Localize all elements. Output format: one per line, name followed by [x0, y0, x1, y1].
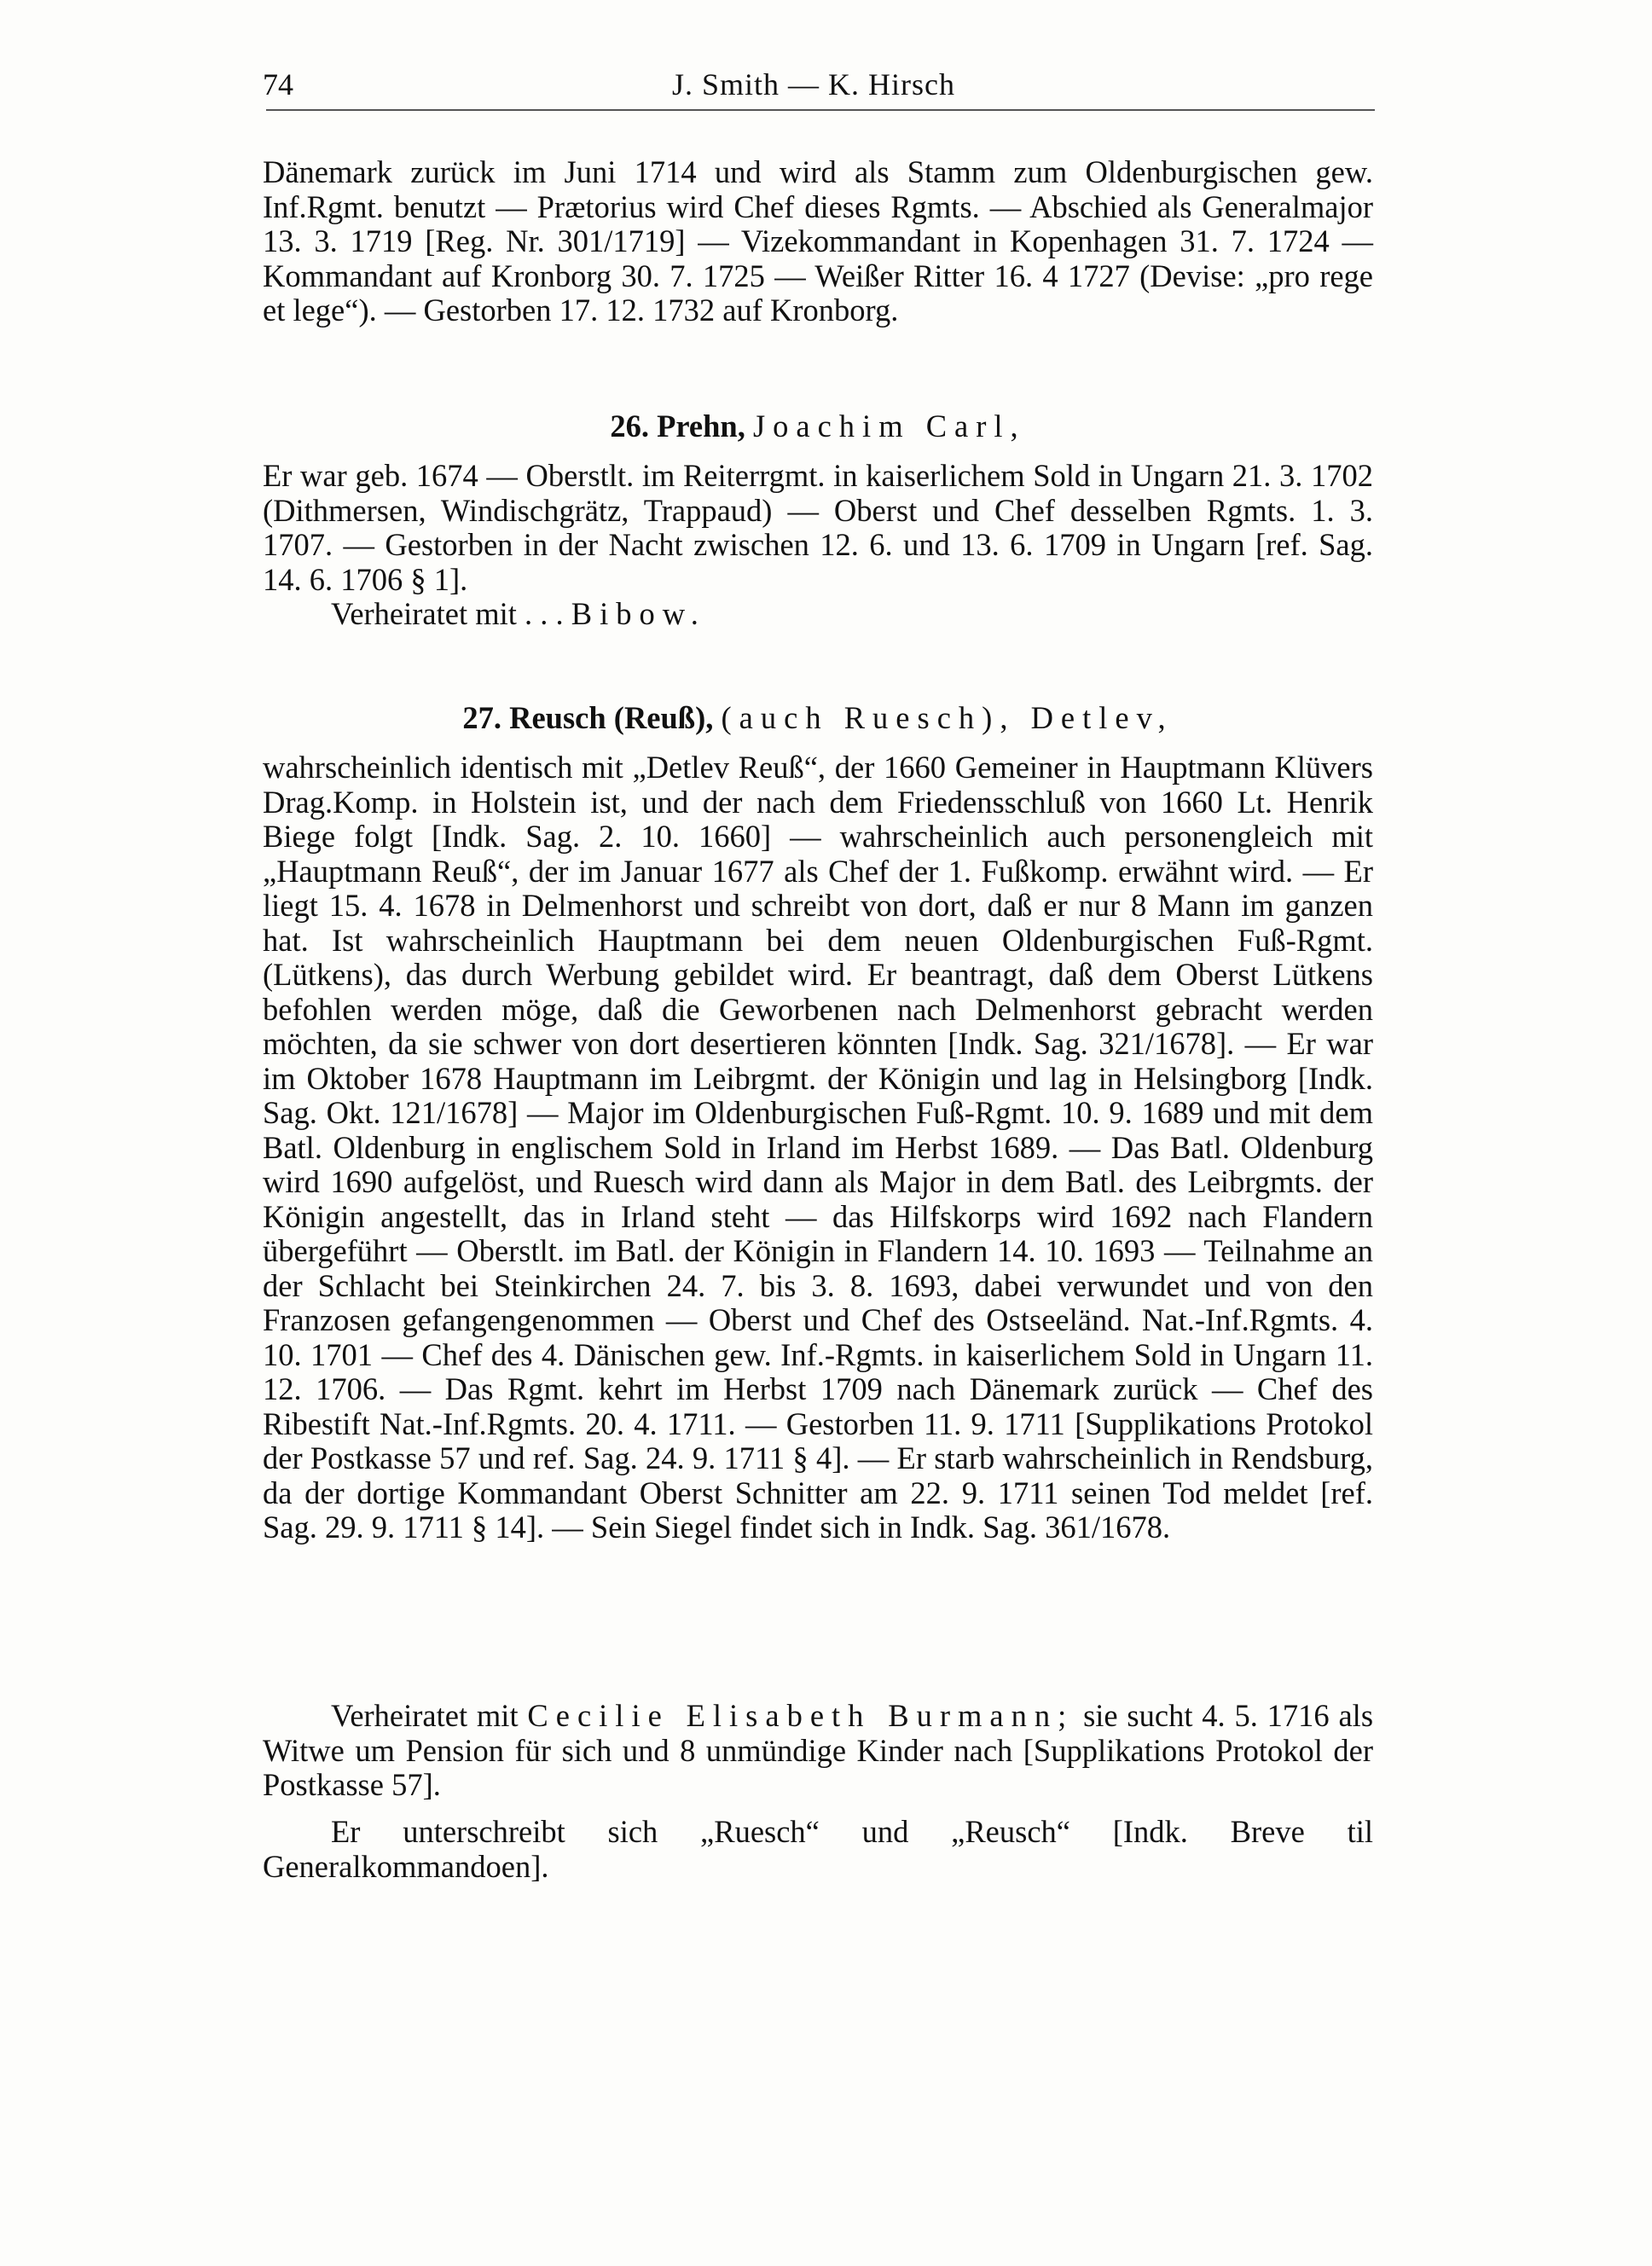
entry-26-married-prefix: Verheiratet mit . . . [331, 596, 564, 631]
entry-27-marriage-block [263, 1699, 1373, 1803]
entry-heading-27 [263, 701, 1373, 735]
entry-26-paragraph: Er war geb. 1674 — Oberstlt. im Reiterrgmt. in kaiserlichem Sold in Ungarn 21. 3. 1702 (Dithmersen, Windischgrätz, Trappaud) — Oberst und Chef desselben Rgmts. 1. 3. 1707. — Gestorben in der Nacht zwischen 12. 6. und 13. 6. 1709 in Ungarn [ref. Sag. 14. 6. 1706 § 1]. [263, 458, 1373, 597]
entry-27-signature-note: Er unterschreibt sich „Ruesch“ und „Reusch“ [Indk. Breve til Generalkommandoen]. [263, 1814, 1373, 1884]
entry-26-given-names: Joachim Carl, [752, 409, 1026, 443]
entry-27-spouse-name: Cecilie Elisabeth Burmann; [527, 1698, 1075, 1733]
intro-paragraph: Dänemark zurück im Juni 1714 und wird als Stamm zum Oldenburgischen gew. Inf.Rgmt. benutzt — Prætorius wird Chef dieses Rgmts. — Abschied als Generalmajor 13. 3. 1719 [Reg. Nr. 301/1719] — Vizekommandant in Kopenhagen 31. 7. 1724 — Kommandant auf Kronborg 30. 7. 1725 — Weißer Ritter 16. 4 1727 (Devise: „pro rege et lege“). — Gestorben 17. 12. 1732 auf Kronborg. [263, 154, 1373, 327]
entry-27-married-prefix: Verheiratet mit [331, 1698, 519, 1733]
entry-27-signature-block [263, 1815, 1373, 1884]
entry-26-number: 26. [610, 409, 649, 443]
entry-26-marriage [263, 597, 1373, 632]
entry-26-spouse-name: Bibow. [571, 596, 706, 631]
entry-26-surname: Prehn, [657, 409, 745, 443]
entry-27-number: 27. [462, 700, 501, 735]
entry-27-married-rest: sie sucht 4. 5. 1716 als Witwe um Pension für sich und 8 unmündige Kinder nach [Supplikations Protokol der Postkasse 57]. [263, 1698, 1374, 1802]
entry-27-body [263, 751, 1373, 1545]
page-header [263, 67, 1371, 109]
entry-27-paragraph: wahrscheinlich identisch mit „Detlev Reuß“, der 1660 Gemeiner in Hauptmann Klüvers Drag.Komp. in Holstein ist, und der nach dem Friedensschluß von 1660 Lt. Henrik Biege folgt [Indk. Sag. 2. 10. 1660] — wahrscheinlich auch personengleich mit „Hauptmann Reuß“, der im Januar 1677 als Chef der 1. Fußkomp. erwähnt wird. — Er liegt 15. 4. 1678 in Delmenhorst und schreibt von dort, daß er nur 8 Mann im ganzen hat. Ist wahrscheinlich Hauptmann bei dem neuen Oldenburgischen Fuß-Rgmt. (Lütkens), das durch Werbung gebildet wird. Er beantragt, daß dem Oberst Lütkens befohlen werden möge, daß die Geworbenen nach Delmenhorst gebracht werden möchten, da sie schwer von dort desertieren könnten [Indk. Sag. 321/1678]. — Er war im Oktober 1678 Hauptmann im Leibrgmt. der Königin und lag in Helsingborg [Indk. Sag. Okt. 121/1678] — Major im Oldenburgischen Fuß-Rgmt. 10. 9. 1689 und mit dem Batl. Oldenburg in englischem Sold in Irland im Herbst 1689. — Das Batl. Oldenburg wird 1690 aufgelöst, und Ruesch wird dann als Major in dem Batl. des Leibrgmts. der Königin angestellt, das in Irland steht — das Hilfskorps wird 1692 nach Flandern übergeführt — Oberstlt. im Batl. der Königin in Flandern 14. 10. 1693 — Teilnahme an der Schlacht bei Steinkirchen 24. 7. bis 3. 8. 1693, dabei verwundet und von den Franzosen gefangengenommen — Oberst und Chef des Ostseeländ. Nat.-Inf.Rgmts. 4. 10. 1701 — Chef des 4. Dänischen gew. Inf.-Rgmts. in kaiserlichem Sold in Ungarn 11. 12. 1706. — Das Rgmt. kehrt im Herbst 1709 nach Dänemark zurück — Chef des Ribestift Nat.-Inf.Rgmts. 20. 4. 1711. — Gestorben 11. 9. 1711 [Supplikations Protokol der Postkasse 57 und ref. Sag. 24. 9. 1711 § 4]. — Er starb wahrscheinlich in Rendsburg, da der dortige Kommandant Oberst Schnitter am 22. 9. 1711 seinen Tod meldet [ref. Sag. 29. 9. 1711 § 14]. — Sein Siegel findet sich in Indk. Sag. 361/1678. [263, 750, 1373, 1544]
intro-paragraph-block [263, 155, 1373, 328]
header-rule [266, 109, 1375, 111]
entry-26-body [263, 459, 1373, 632]
entry-27-surname: Reusch (Reuß), [509, 700, 714, 735]
page-number: 74 [263, 67, 293, 101]
entry-heading-26 [263, 409, 1373, 443]
running-head: J. Smith — K. Hirsch [672, 67, 956, 101]
entry-27-marriage [263, 1699, 1373, 1803]
entry-27-given-names: (auch Ruesch), Detlev, [721, 700, 1174, 735]
